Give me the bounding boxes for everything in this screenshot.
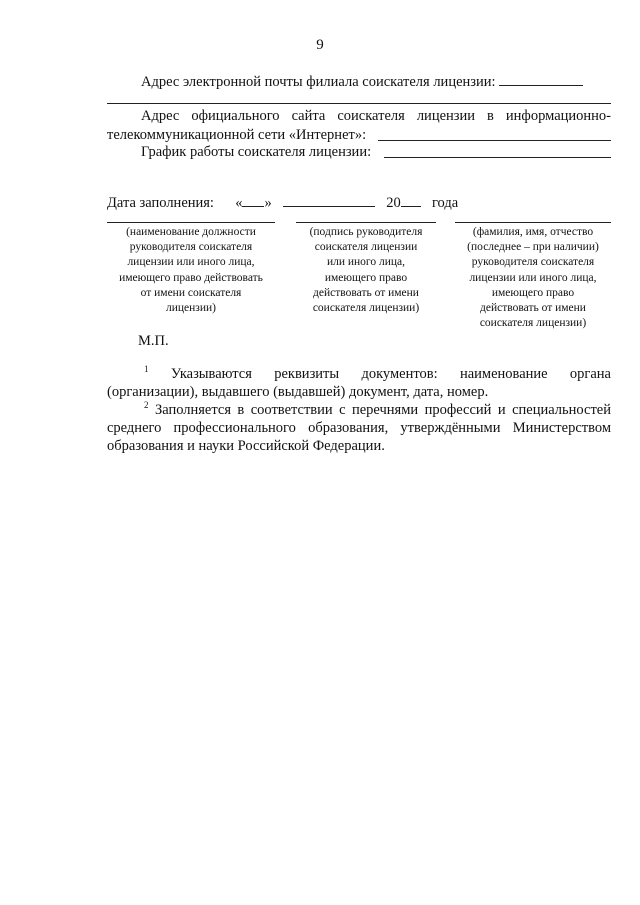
schedule-field-label: График работы соискателя лицензии: — [141, 144, 372, 160]
signature-caption-line: (фамилия, имя, отчество — [472, 226, 594, 238]
signature-caption-line: действовать от имени — [313, 286, 419, 299]
stamp-label: М.П. — [138, 333, 169, 349]
website-field-input[interactable] — [378, 140, 611, 141]
email-field-input[interactable] — [499, 71, 583, 86]
signature-caption-line: соискателя лицензии — [314, 241, 418, 254]
signature-sign-line[interactable] — [296, 222, 436, 223]
signature-caption-line: (последнее – при наличии) — [467, 241, 599, 254]
date-label: Дата заполнения: — [107, 195, 214, 211]
signature-caption-line: (подпись руководителя — [309, 226, 423, 238]
signature-name-column — [455, 222, 611, 331]
date-year-suffix: года — [431, 195, 459, 211]
signature-name-line[interactable] — [455, 222, 611, 223]
date-year-prefix: 20 — [386, 195, 401, 211]
signature-caption-line: лицензии или иного лица, — [469, 271, 597, 284]
footnote-2 — [107, 401, 611, 455]
schedule-field-input[interactable] — [384, 157, 611, 158]
date-day-input[interactable] — [242, 192, 264, 207]
signature-caption-line: действовать от имени — [480, 302, 586, 315]
date-open-quote: « — [235, 195, 243, 211]
date-year-input[interactable] — [401, 192, 421, 207]
signature-caption-line: лицензии) — [166, 302, 216, 315]
date-close-quote: » — [264, 195, 272, 211]
signature-caption-line: или иного лица, — [326, 256, 406, 269]
email-field-label: Адрес электронной почты филиала соискателя лицензии: — [141, 74, 496, 90]
signature-sign-column — [296, 222, 436, 316]
website-field-label: телекоммуникационной сети «Интернет»: — [107, 127, 367, 143]
date-row — [107, 192, 458, 212]
email-field-row — [141, 71, 583, 91]
signature-position-line[interactable] — [107, 222, 275, 223]
signature-caption-line: (наименование должности — [126, 226, 256, 238]
footnote-text: Указываются реквизиты документов: наименование органа (организации), выдавшего (выдавшей) документ, дата, номер. — [107, 366, 611, 400]
page-number: 9 — [316, 37, 324, 53]
signature-caption-line: лицензии или иного лица, — [127, 256, 255, 269]
signature-caption-line: руководителя соискателя — [471, 256, 595, 269]
email-field-continuation-line[interactable] — [107, 103, 611, 104]
footnote-marker: 1 — [144, 364, 149, 374]
signature-caption-line: имеющего право — [324, 271, 408, 284]
date-month-input[interactable] — [283, 192, 375, 207]
signature-caption-line: соискателя лицензии) — [312, 302, 420, 315]
signature-position-column — [107, 222, 275, 316]
signature-caption-line: имеющего право — [491, 286, 575, 299]
footnote-text: Заполняется в соответствии с перечнями профессий и специальностей среднего профессионального образования, утверждёнными Министерством образования и науки Российской Федерации. — [107, 402, 611, 454]
signature-caption-line: от имени соискателя — [140, 286, 242, 299]
signature-caption-line: соискателя лицензии) — [479, 317, 587, 330]
website-field-line1: Адрес официального сайта соискателя лицензии в информационно- — [141, 108, 611, 124]
schedule-field-row — [141, 143, 371, 161]
signature-caption-line: имеющего право действовать — [119, 271, 263, 284]
website-field-row — [107, 126, 366, 144]
footnote-1 — [107, 365, 611, 401]
signature-caption-line: руководителя соискателя — [129, 241, 253, 254]
footnote-marker: 2 — [144, 400, 149, 410]
